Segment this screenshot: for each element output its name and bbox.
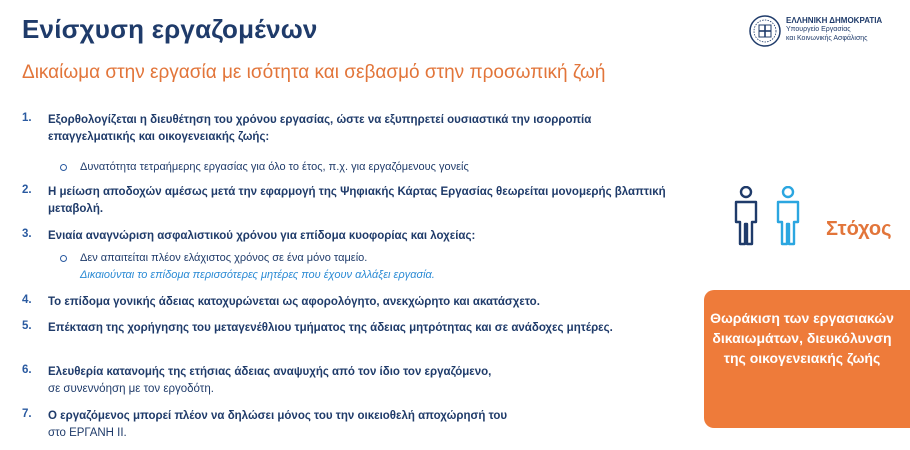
sub-item-text: Δεν απαιτείται πλέον ελάχιστος χρόνος σε ένα μόνο ταμείο.	[80, 252, 368, 264]
sub-item	[80, 251, 367, 266]
item-number: 4.	[22, 294, 32, 306]
item-text: Το επίδομα γονικής άδειας κατοχυρώνεται ως αφορολόγητο, ανεκχώρητο και ακατάσχετο.	[48, 296, 540, 308]
item-number: 3.	[22, 228, 32, 240]
page-subtitle: Δικαίωμα στην εργασία με ισότητα και σεβασμό στην προσωπική ζωή	[22, 62, 606, 83]
logo-line-1: ΕΛΛΗΝΙΚΗ ΔΗΜΟΚΡΑΤΙΑ	[786, 16, 883, 25]
item-text-normal: σε συνεννόηση με τον εργοδότη.	[48, 383, 214, 395]
item-text	[48, 408, 668, 442]
item-number: 6.	[22, 364, 32, 376]
item-text: Εξορθολογίζεται η διευθέτηση του χρόνου εργασίας, ώστε να εξυπηρετεί ουσιαστικά την ισορροπία επαγγελματικής και οικογενειακής ζωής:	[48, 114, 592, 143]
item-text: Επέκταση της χορήγησης του μεταγενέθλιου τμήματος της άδειας μητρότητας και σε ανάδοχες μητέρες.	[48, 322, 613, 334]
sub-item-note: Δικαιούνται το επίδομα περισσότερες μητέρες που έχουν αλλάξει εργασία.	[80, 269, 435, 281]
sub-item	[80, 160, 469, 175]
people-icon	[722, 186, 818, 246]
item-text-bold: Ο εργαζόμενος μπορεί πλέον να δηλώσει μόνος του την οικειοθελή αποχώρησή του	[48, 410, 508, 422]
greek-emblem-icon	[748, 14, 782, 48]
circle-bullet-icon	[60, 255, 67, 262]
item-number: 2.	[22, 184, 32, 196]
item-number: 1.	[22, 112, 32, 124]
ministry-logo	[748, 12, 908, 52]
item-number: 5.	[22, 320, 32, 332]
goal-text: Θωράκιση των εργασιακών δικαιωμάτων, διευκόλυνση της οικογενειακής ζωής	[710, 310, 894, 366]
item-text	[48, 364, 668, 398]
item-text: Ενιαία αναγνώριση ασφαλιστικού χρόνου για επίδομα κυοφορίας και λοχείας:	[48, 230, 476, 242]
circle-bullet-icon	[60, 164, 67, 171]
item-text: Η μείωση αποδοχών αμέσως μετά την εφαρμογή της Ψηφιακής Κάρτας Εργασίας θεωρείται μονομερής βλαπτική μεταβολή.	[48, 186, 666, 215]
item-text-bold: Ελευθερία κατανομής της ετήσιας άδειας αναψυχής από τον ίδιο τον εργαζόμενο,	[48, 366, 492, 378]
goal-box	[704, 290, 910, 428]
page-title: Ενίσχυση εργαζομένων	[22, 14, 318, 44]
goal-label: Στόχος	[826, 218, 892, 240]
logo-line-2: Υπουργείο Εργασίας	[786, 26, 851, 33]
sub-item-text: Δυνατότητα τετραήμερης εργασίας για όλο το έτος, π.χ. για εργαζόμενους γονείς	[80, 161, 469, 173]
item-text-normal: στο ΕΡΓΑΝΗ ΙΙ.	[48, 427, 127, 439]
logo-line-3: και Κοινωνικής Ασφάλισης	[786, 35, 868, 42]
item-number: 7.	[22, 408, 32, 420]
